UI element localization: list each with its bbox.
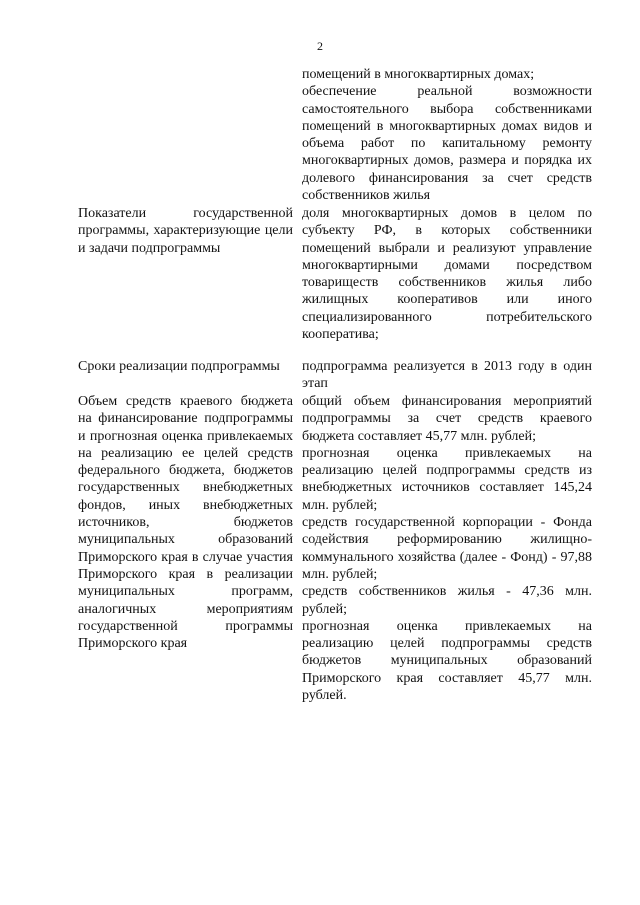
indicators-text: доля многоквартирных домов в целом по субъекту РФ, в которых собственники помещений выбрали и реализуют управление многоквартирными домами посредством товариществ собственников жилья либо жилищных кооперативов или иного специализированного потребительского кооператива; xyxy=(302,206,592,343)
continuation-text xyxy=(302,66,592,204)
volume-value xyxy=(302,393,592,704)
volume-paragraph-3: средств государственной корпорации - Фонда содействия реформированию жилищно-коммунального хозяйства (далее - Фонд) - 97,88 млн. рублей; xyxy=(302,515,592,582)
indicators-label: Показатели государственной программы, характеризующие цели и задачи подпрограммы xyxy=(78,206,293,256)
page-number: 2 xyxy=(317,39,323,53)
volume-paragraph-4: средств собственников жилья - 47,36 млн. рублей; xyxy=(302,584,592,617)
terms-label: Сроки реализации подпрограммы xyxy=(78,359,280,374)
volume-paragraph-2: прогнозная оценка привлекаемых на реализацию целей подпрограммы средств из внебюджетных источников составляет 145,24 млн. рублей; xyxy=(302,445,592,513)
terms-text: подпрограмма реализуется в 2013 году в один этап xyxy=(302,359,592,392)
terms-value xyxy=(302,358,592,393)
volume-paragraph-1: общий объем финансирования мероприятий подпрограммы за счет средств краевого бюджета составляет 45,77 млн. рублей; xyxy=(302,394,592,444)
volume-paragraph-5: прогнозная оценка привлекаемых на реализацию целей подпрограммы средств бюджетов муниципальных образований Приморского края составляет 45,77 млн. рублей. xyxy=(302,618,592,704)
continuation-line-2: обеспечение реальной возможности самостоятельного выбора собственниками помещений в многоквартирных домах видов и объема работ по капитальному ремонту многоквартирных домов, размера и порядка их долевого финансирования за счет средств собственников жилья xyxy=(302,84,592,204)
volume-label: Объем средств краевого бюджета на финансирование подпрограммы и прогнозная оценка привлекаемых на реализацию ее целей средств федерального бюджета, бюджетов государственных внебюджетных фондов, иных внебюджетных источников, бюджетов муниципальных образований Приморского края в случае участия Приморского края в реализации муниципальных программ, аналогичных мероприятиям государственной программы Приморского края xyxy=(78,394,293,652)
indicators-value xyxy=(302,205,592,343)
continuation-line-1: помещений в многоквартирных домах; xyxy=(302,67,535,82)
